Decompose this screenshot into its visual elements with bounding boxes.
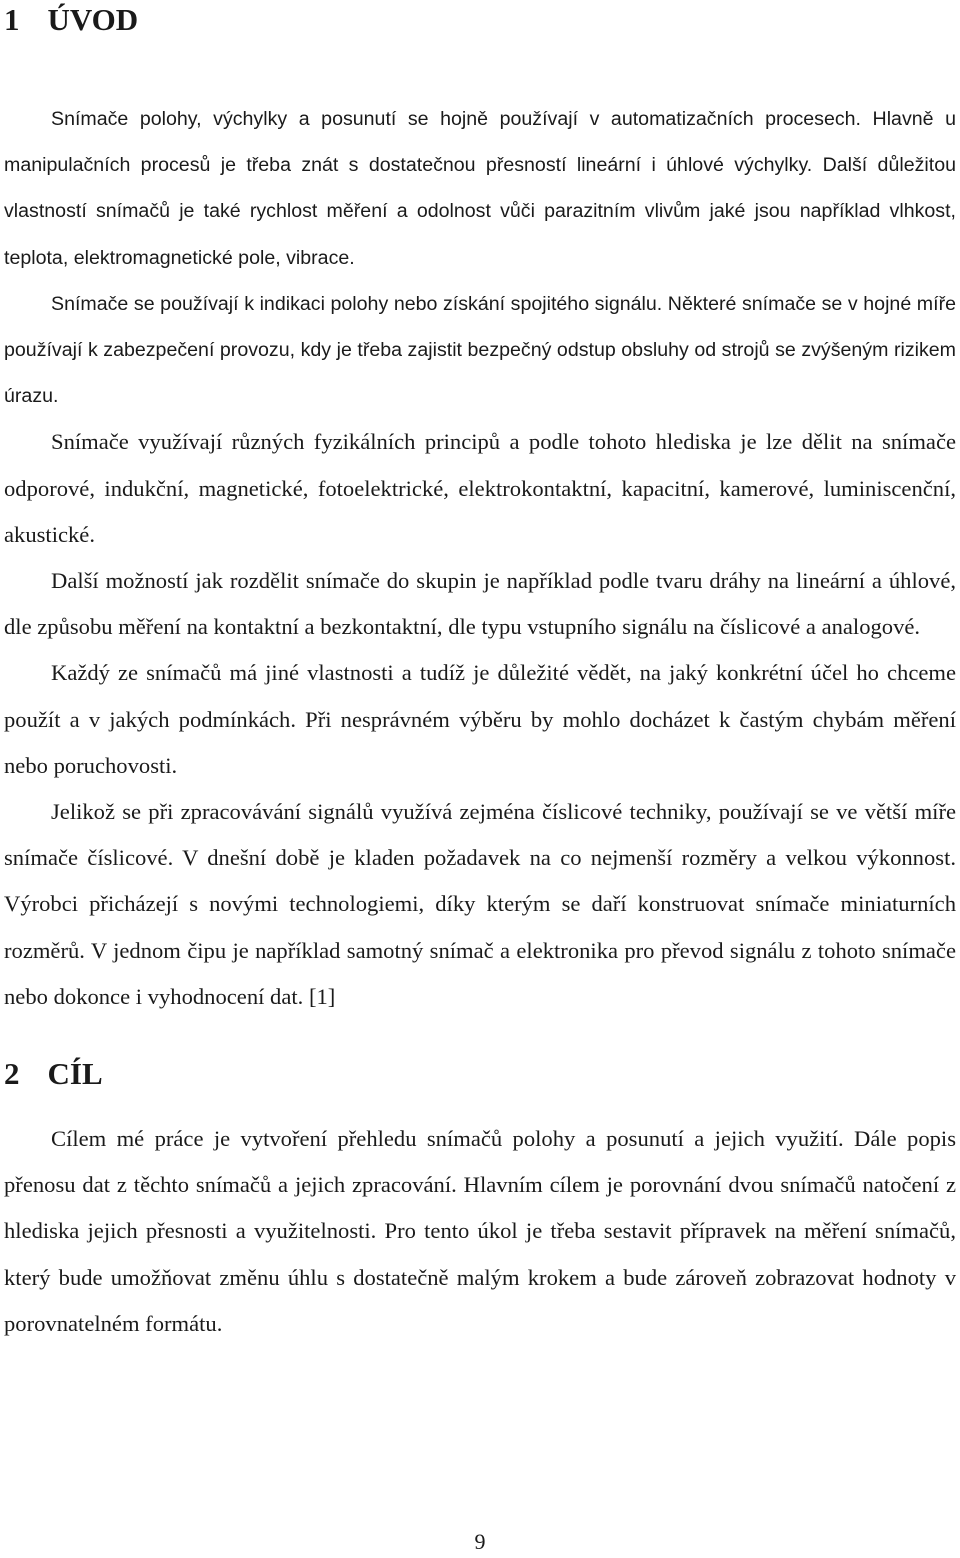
paragraph: Cílem mé práce je vytvoření přehledu snímačů polohy a posunutí a jejich využití. Dále popis přenosu dat z těchto snímačů a jejich zpracování. Hlavním cílem je porovnání dvou snímačů natočení z hlediska jejich přesnosti a využitelnosti. Pro tento úkol je třeba sestavit přípravek na měření snímačů, který bude umožňovat změnu úhlu s dostatečně malým krokem a bude zároveň zobrazovat hodnoty v porovnatelném formátu. xyxy=(4,1126,956,1336)
section-body-cil xyxy=(4,1116,956,1347)
paragraph: Snímače využívají různých fyzikálních principů a podle tohoto hlediska je lze dělit na snímače odporové, indukční, magnetické, fotoelektrické, elektrokontaktní, kapacitní, kamerové, luminiscenční, akustické. xyxy=(4,429,956,547)
paragraph: Jelikož se při zpracovávání signálů využívá zejména číslicové techniky, používají se ve větší míře snímače číslicové. V dnešní době je kladen požadavek na co nejmenší rozměry a velkou výkonnost. Výrobci přicházejí s novými technologiemi, díky kterým se daří konstruovat snímače miniaturních rozměrů. V jednom čipu je například samotný snímač a elektronika pro převod signálu z tohoto snímače nebo dokonce i vyhodnocení dat. [1] xyxy=(4,799,956,1009)
section-title: ÚVOD xyxy=(47,2,139,37)
page-number: 9 xyxy=(474,1529,486,1554)
section-number: 2 xyxy=(4,1056,20,1092)
document-page xyxy=(4,0,956,1347)
paragraph: Další možností jak rozdělit snímače do skupin je například podle tvaru dráhy na lineární a úhlové, dle způsobu měření na kontaktní a bezkontaktní, dle typu vstupního signálu na číslicové a analogové. xyxy=(4,568,956,640)
section-number: 1 xyxy=(4,2,20,37)
section-heading-cil xyxy=(4,1054,956,1094)
paragraph: Každý ze snímačů má jiné vlastnosti a tudíž je důležité vědět, na jaký konkrétní účel ho chceme použít a v jakých podmínkách. Při nesprávném výběru by mohlo docházet k častým chybám měření nebo poruchovosti. xyxy=(4,660,956,778)
paragraph: Snímače se používají k indikaci polohy nebo získání spojitého signálu. Některé snímače se v hojné míře používají k zabezpečení provozu, kdy je třeba zajistit bezpečný odstup obsluhy od strojů se zvýšeným rizikem úrazu. xyxy=(4,292,956,408)
paragraph: Snímače polohy, výchylky a posunutí se hojně používají v automatizačních procesech. Hlavně u manipulačních procesů je třeba znát s dostatečnou přesností lineární i úhlové výchylky. Další důležitou vlastností snímačů je také rychlost měření a odolnost vůči parazitním vlivům jaké jsou například vlhkost, teplota, elektromagnetické pole, vibrace. xyxy=(4,108,956,269)
section-heading-uvod xyxy=(4,0,956,40)
section-title: CÍL xyxy=(47,1056,103,1092)
section-body-uvod xyxy=(4,96,956,1020)
